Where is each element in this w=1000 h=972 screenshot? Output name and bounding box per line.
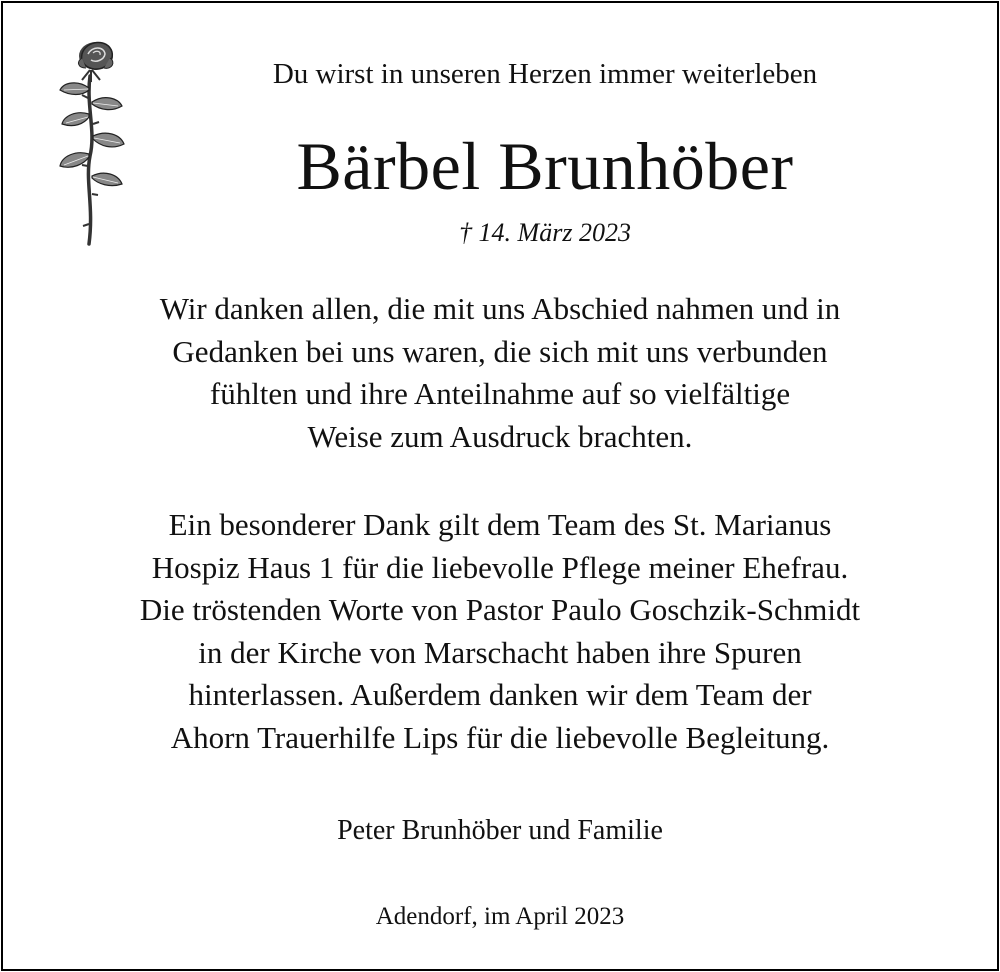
deceased-name: Bärbel Brunhöber bbox=[296, 128, 794, 204]
signature: Peter Brunhöber und Familie bbox=[337, 815, 663, 846]
text-line: Die tröstenden Worte von Pastor Paulo Goschzik-Schmidt bbox=[139, 592, 861, 627]
intro-line: Du wirst in unseren Herzen immer weiterleben bbox=[272, 58, 818, 90]
place-date: Adendorf, im April 2023 bbox=[375, 903, 625, 930]
death-date: † 14. März 2023 bbox=[459, 218, 631, 247]
thanks-paragraph bbox=[0, 288, 1000, 458]
text-line: fühlten und ihre Anteilnahme auf so vielfältige bbox=[209, 376, 791, 411]
text-line: Wir danken allen, die mit uns Abschied nahmen und in bbox=[159, 291, 841, 326]
text-line: Ahorn Trauerhilfe Lips für die liebevolle Begleitung. bbox=[170, 719, 830, 755]
text-line: Hospiz Haus 1 für die liebevolle Pflege meiner Ehefrau. bbox=[151, 549, 849, 585]
text-line: in der Kirche von Marschacht haben ihre Spuren bbox=[198, 634, 802, 670]
special-thanks-paragraph bbox=[0, 504, 1000, 759]
text-line: Weise zum Ausdruck brachten. bbox=[307, 418, 693, 454]
text-line: Gedanken bei uns waren, die sich mit uns verbunden bbox=[172, 333, 828, 369]
text-line: hinterlassen. Außerdem danken wir dem Team der bbox=[188, 677, 812, 712]
text-line: Ein besonderer Dank gilt dem Team des St. Marianus bbox=[168, 507, 832, 542]
